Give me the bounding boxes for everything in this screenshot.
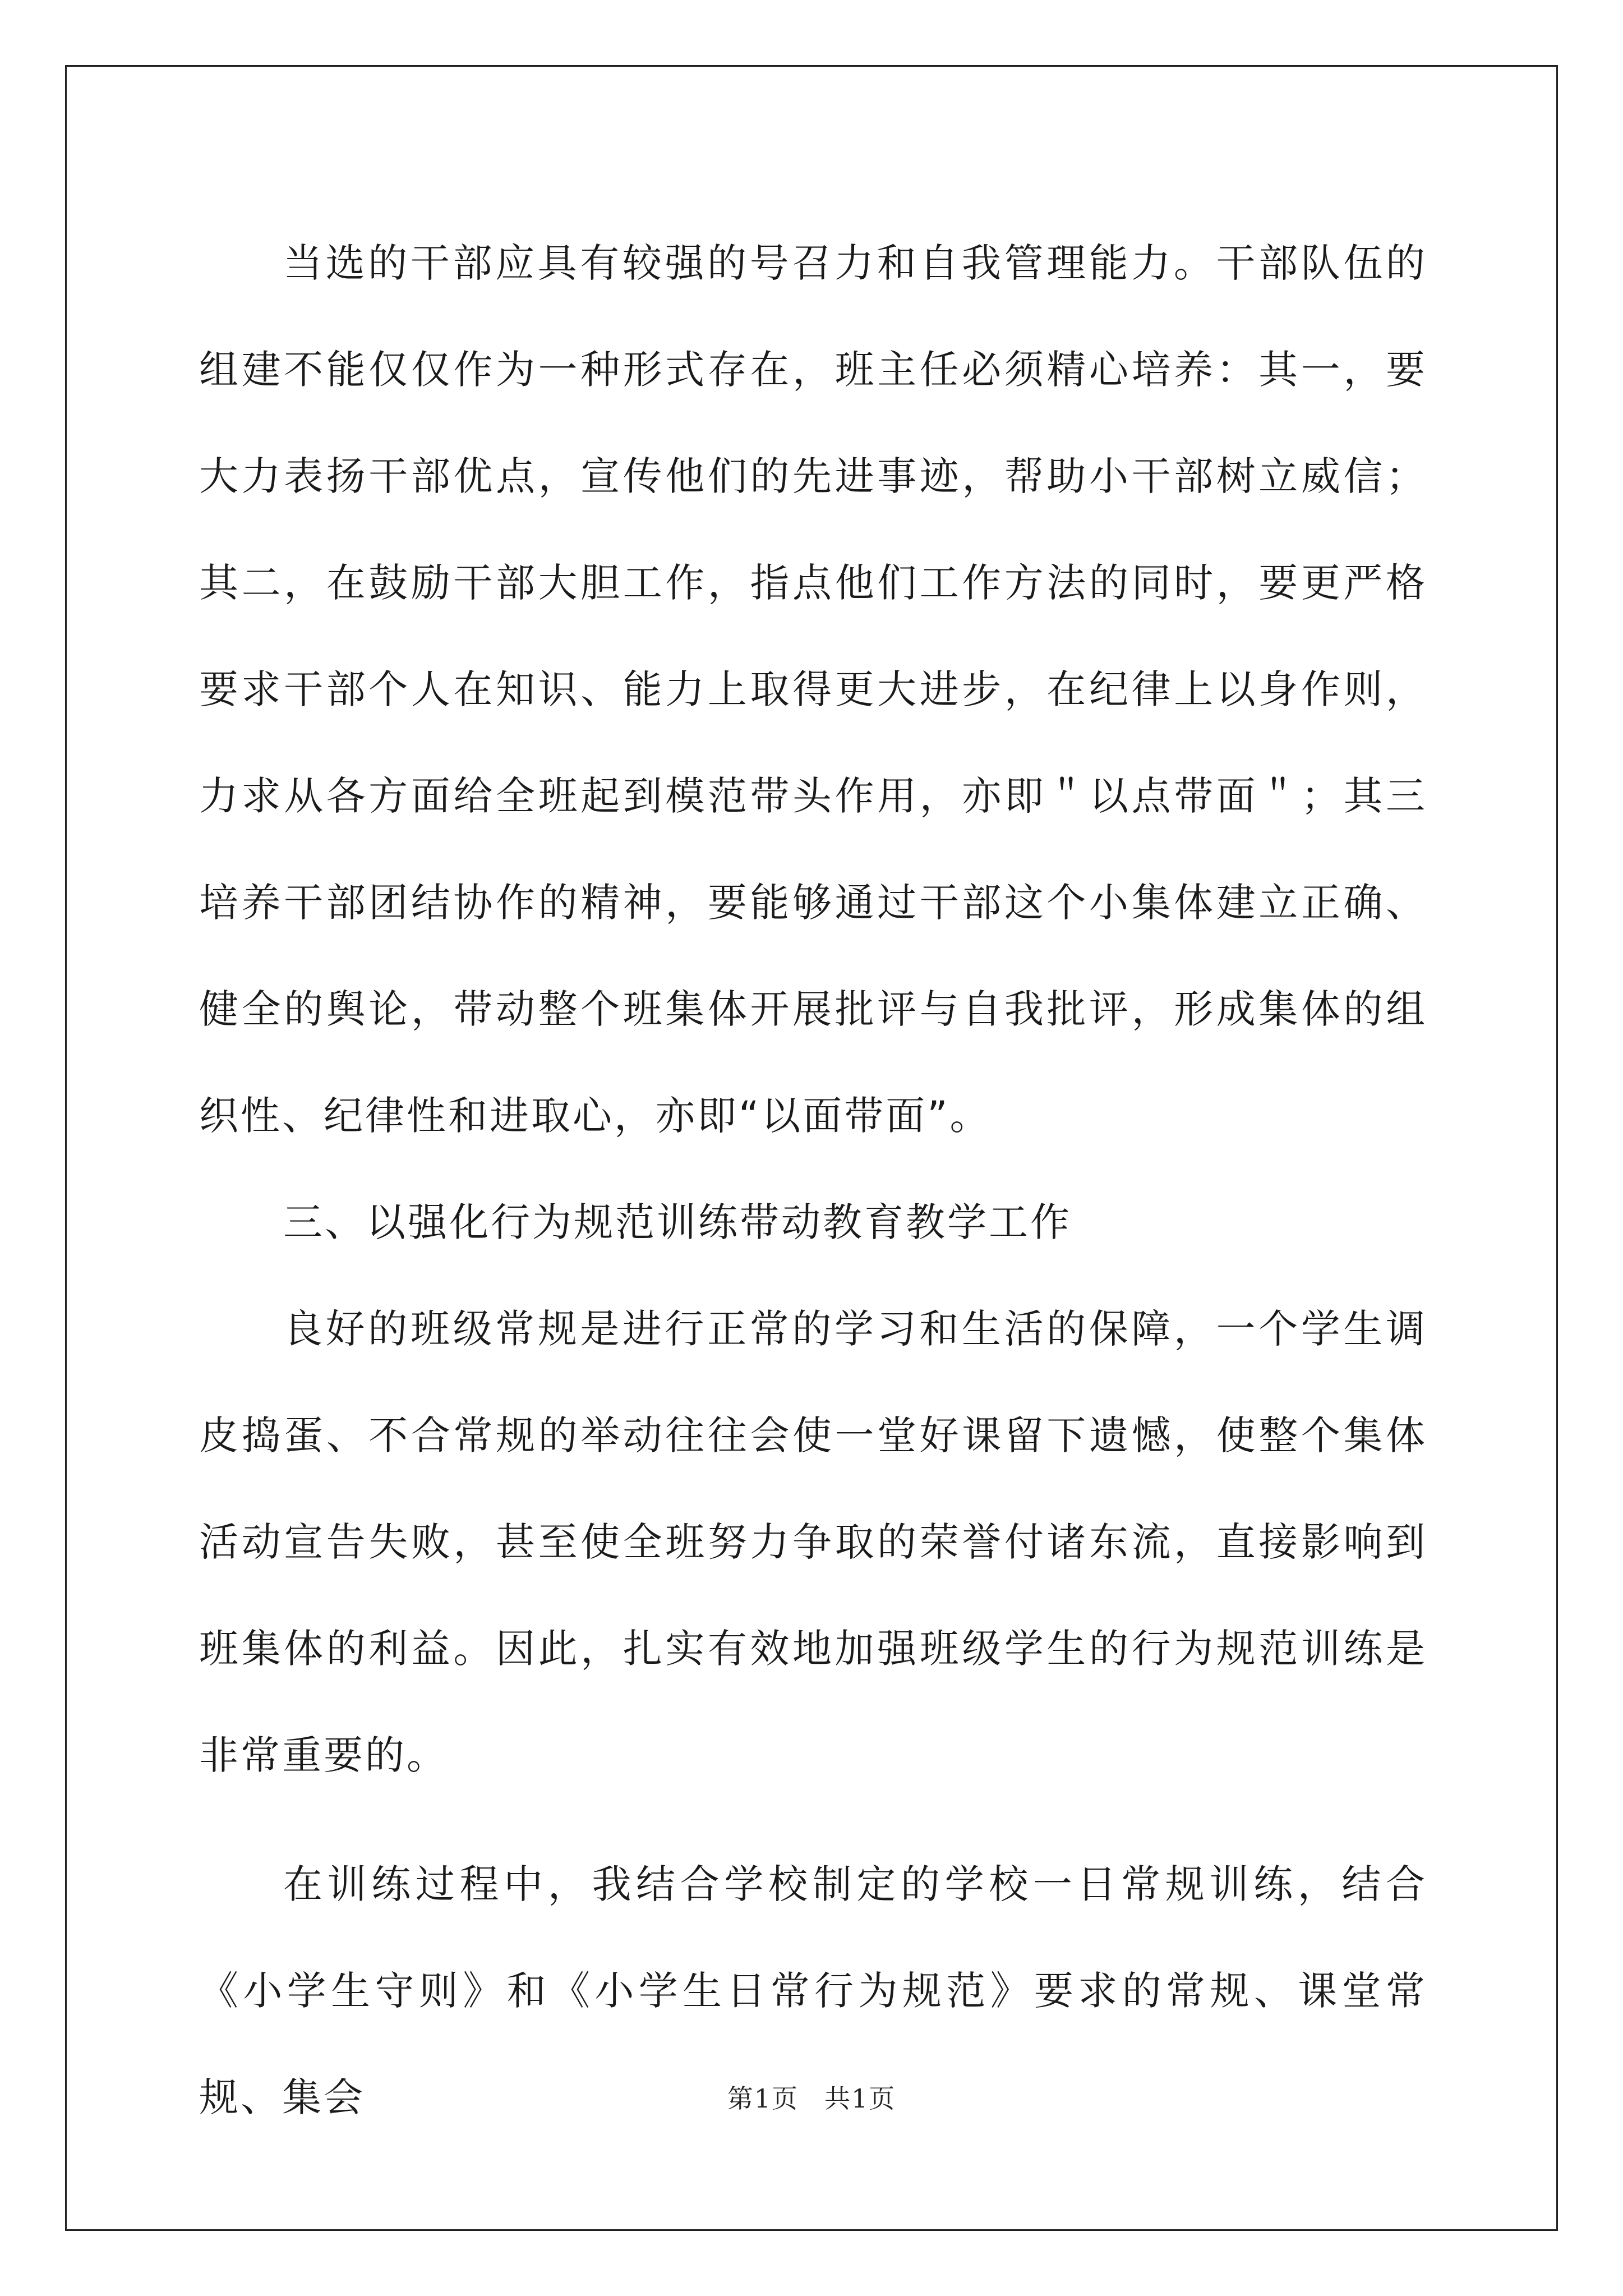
document-body [199,210,1427,2151]
page-number: 第1页 [727,2083,799,2114]
page-total: 共1页 [824,2083,896,2114]
page-footer [0,2078,1623,2115]
section-heading: 三、以强化行为规范训练带动教育教学工作 [283,1199,1072,1245]
paragraph-class-routine: 良好的班级常规是进行正常的学习和生活的保障，一个学生调皮捣蛋、不合常规的举动往往会使一堂好课留下遗憾，使整个集体活动宣告失败，甚至使全班努力争取的荣誉付诸东流，直接影响到班集体的利益。因此，扎实有效地加强班级学生的行为规范训练是非常重要的。 [199,1306,1427,1778]
paragraph-cadre-training: 当选的干部应具有较强的号召力和自我管理能力。干部队伍的组建不能仅仅作为一种形式存在，班主任必须精心培养：其一，要大力表扬干部优点，宣传他们的先进事迹，帮助小干部树立威信；其二，在鼓励干部大胆工作，指点他们工作方法的同时，要更严格要求干部个人在知识、能力上取得更大进步，在纪律上以身作则，力求从各方面给全班起到模范带头作用，亦即＂以点带面＂；其三培养干部团结协作的精神，要能够通过干部这个小集体建立正确、健全的舆论，带动整个班集体开展批评与自我批评，形成集体的组织性、纪律性和进取心，亦即“以面带面”。 [199,240,1427,1139]
paragraph-training-process: 在训练过程中，我结合学校制定的学校一日常规训练，结合《小学生守则》和《小学生日常行为规范》要求的常规、课堂常规、集会 [199,1861,1427,2120]
